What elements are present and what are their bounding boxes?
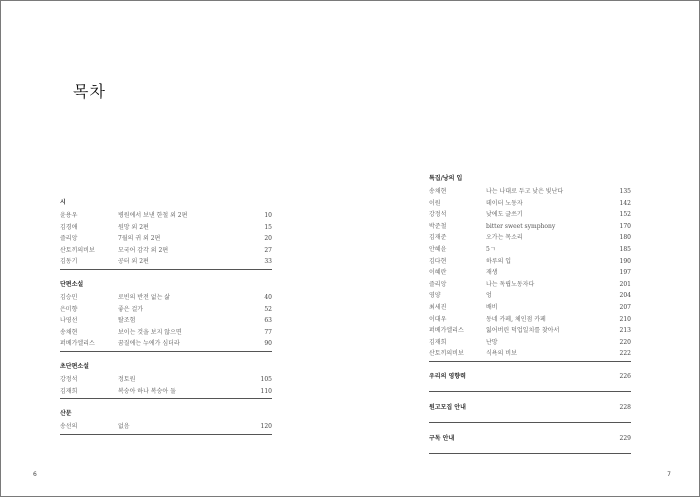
entry-author: 김승민: [60, 293, 78, 301]
toc-section-poetry: [60, 197, 272, 270]
toc-entry[interactable]: [429, 221, 631, 233]
entry-title: 병원에서 보낸 한철 외 2편: [118, 212, 188, 219]
entry-title: 정토원: [118, 375, 136, 383]
entry-page: 77: [264, 328, 272, 336]
entry-author: 최세진: [429, 303, 447, 311]
entry-author: 산토끼의비보: [60, 246, 95, 254]
toc-entry-submissions[interactable]: [429, 402, 631, 414]
entry-author: 강정석: [60, 375, 78, 383]
entry-author: 김재희: [429, 338, 447, 346]
section-heading: 특집/낭의 입: [429, 175, 463, 182]
entry-page: 207: [619, 303, 631, 311]
entry-author: 송채현: [429, 188, 447, 195]
toc-entry[interactable]: [60, 233, 272, 245]
entry-author: 강정석: [429, 211, 447, 219]
entry-author: 윤용우: [60, 212, 78, 219]
toc-entry[interactable]: [60, 374, 272, 386]
entry-title: 원망 외 2편: [118, 223, 149, 231]
entry-page: 52: [264, 305, 272, 313]
toc-entry[interactable]: [429, 198, 631, 210]
entry-title: 7월의 귀 외 2편: [118, 235, 161, 243]
toc-section-feature: [429, 173, 631, 362]
page-number-left: 6: [33, 471, 37, 478]
toc-section-flash-fiction: [60, 361, 272, 399]
entry-page: 40: [264, 293, 272, 301]
section-divider: [60, 434, 272, 435]
toc-entry[interactable]: [429, 186, 631, 198]
toc-single-entries: [429, 371, 631, 454]
entry-label: 구독 안내: [429, 434, 455, 442]
entry-title: 낮에도 글쓰기: [486, 211, 523, 219]
entry-author: 송채현: [60, 328, 78, 336]
entry-author: 김경애: [60, 223, 78, 231]
entry-page: 222: [619, 350, 631, 358]
section-divider: [60, 351, 272, 352]
toc-entry[interactable]: [60, 338, 272, 350]
entry-page: 201: [619, 280, 631, 288]
entry-author: 김재준: [429, 234, 447, 242]
entry-page: 63: [264, 317, 272, 325]
section-divider: [429, 361, 631, 362]
toc-entry[interactable]: [429, 232, 631, 244]
entry-title: 없음: [118, 423, 130, 431]
entry-author: 송선의: [60, 423, 78, 431]
entry-page: 33: [264, 258, 272, 266]
entry-author: 퍼베가엘리스: [429, 327, 464, 335]
toc-entry-influence[interactable]: [429, 371, 631, 383]
entry-author: 즐리앙: [60, 235, 78, 243]
entry-author: 이대우: [429, 315, 447, 323]
toc-entry[interactable]: [60, 245, 272, 257]
toc-entry[interactable]: [429, 256, 631, 268]
entry-title: 오가는 목소리: [486, 234, 523, 242]
entry-title: 재생: [486, 269, 498, 277]
toc-entry[interactable]: [60, 292, 272, 304]
section-heading: 단편소설: [60, 280, 84, 288]
entry-author: 이혜란: [429, 269, 447, 277]
entry-page: 226: [619, 372, 631, 380]
toc-right-column: [429, 173, 631, 464]
entry-title: 하루의 입: [486, 257, 512, 265]
toc-entry[interactable]: [429, 244, 631, 256]
entry-author: 안혜윤: [429, 245, 447, 253]
entry-author: 퍼베가엘리스: [60, 340, 95, 348]
entry-author: 김동기: [60, 258, 78, 266]
toc-section-essay: [60, 408, 272, 435]
section-divider: [60, 269, 272, 270]
toc-entry-subscription[interactable]: [429, 433, 631, 445]
entry-page: 185: [619, 245, 631, 253]
entry-author: 김다현: [429, 257, 447, 265]
entry-page: 135: [619, 188, 631, 195]
entry-page: 90: [264, 340, 272, 348]
section-heading: 초단편소설: [60, 362, 89, 370]
entry-page: 120: [260, 423, 272, 431]
entry-label: 우리의 영향력: [429, 372, 466, 380]
entry-title: 나는 독립노동자다: [486, 280, 535, 288]
entry-title: 공터 외 2편: [118, 258, 149, 266]
entry-title: 보이는 것을 보지 않으면: [118, 328, 182, 336]
entry-page: 190: [619, 257, 631, 265]
entry-title: 데이터 노동자: [486, 199, 523, 207]
toc-section-short-stories: [60, 279, 272, 352]
entry-title: 난망: [486, 338, 498, 346]
toc-left-column: [60, 197, 272, 444]
entry-page: 142: [619, 199, 631, 207]
entry-title: 모국어 감각 외 2편: [118, 246, 169, 254]
entry-page: 220: [619, 338, 631, 346]
entry-page: 105: [260, 375, 272, 383]
entry-page: 204: [619, 292, 631, 300]
toc-entry[interactable]: [429, 314, 631, 326]
entry-author: 나영선: [60, 317, 78, 325]
entry-page: 210: [619, 315, 631, 323]
entry-page: 20: [264, 235, 272, 243]
entry-title: 꿈질에는 누에가 심더라: [118, 340, 180, 348]
entry-page: 229: [619, 434, 631, 442]
entry-title: 좋은 걸가: [118, 305, 144, 313]
toc-entry[interactable]: [429, 279, 631, 291]
entry-label: 원고모집 안내: [429, 403, 466, 411]
page-number-right: 7: [667, 471, 671, 478]
entry-author: 산토끼의비보: [429, 350, 464, 358]
entry-title: 엉: [486, 292, 492, 300]
toc-entry[interactable]: [60, 304, 272, 316]
entry-author: 은미향: [60, 305, 78, 313]
entry-title: 5ㄱ: [486, 245, 496, 253]
entry-page: 197: [619, 269, 631, 277]
toc-entry[interactable]: [60, 222, 272, 234]
section-divider: [429, 453, 631, 454]
entry-title: 로빈의 반전 없는 삶: [118, 293, 171, 301]
toc-entry[interactable]: [429, 337, 631, 349]
entry-title: 탈조험: [118, 317, 136, 325]
toc-entry[interactable]: [60, 256, 272, 268]
entry-author: 영양: [429, 292, 441, 300]
entry-title: 식욕의 비보: [486, 350, 517, 358]
toc-entry[interactable]: [429, 290, 631, 302]
entry-page: 15: [264, 223, 272, 231]
entry-author: 즐리앙: [429, 280, 447, 288]
section-heading: 시: [60, 199, 66, 206]
entry-author: 김재희: [60, 387, 78, 395]
toc-entry[interactable]: [429, 325, 631, 337]
entry-page: 180: [619, 234, 631, 242]
toc-entry[interactable]: [60, 315, 272, 327]
entry-title: 동네 카페, 체인점 카페: [486, 315, 546, 323]
entry-page: 10: [264, 212, 272, 219]
entry-title: 잃어버린 덕업일치를 찾아서: [486, 327, 560, 335]
toc-entry[interactable]: [60, 210, 272, 222]
entry-author: 박준철: [429, 222, 447, 230]
entry-page: 213: [619, 327, 631, 335]
toc-entry[interactable]: [429, 348, 631, 360]
toc-entry[interactable]: [429, 302, 631, 314]
page-title: 목차: [73, 82, 106, 101]
toc-entry[interactable]: [60, 421, 272, 433]
toc-entry[interactable]: [429, 209, 631, 221]
section-divider: [429, 391, 631, 392]
toc-entry[interactable]: [60, 386, 272, 398]
entry-page: 228: [619, 403, 631, 411]
section-divider: [429, 422, 631, 423]
entry-page: 27: [264, 246, 272, 254]
section-heading: 산문: [60, 410, 72, 418]
entry-author: 이원: [429, 199, 441, 207]
toc-entry[interactable]: [429, 267, 631, 279]
toc-entry[interactable]: [60, 327, 272, 339]
entry-page: 110: [260, 387, 272, 395]
section-divider: [60, 398, 272, 399]
entry-title: 복숭아 하나 복숭아 둘: [118, 387, 176, 395]
entry-page: 170: [619, 222, 631, 230]
entry-title: 배비: [486, 303, 498, 311]
entry-page: 152: [619, 211, 631, 219]
entry-title: 나는 나대로 두고 낮은 빛난다: [486, 188, 564, 195]
entry-title: bitter sweet symphony: [486, 222, 556, 230]
